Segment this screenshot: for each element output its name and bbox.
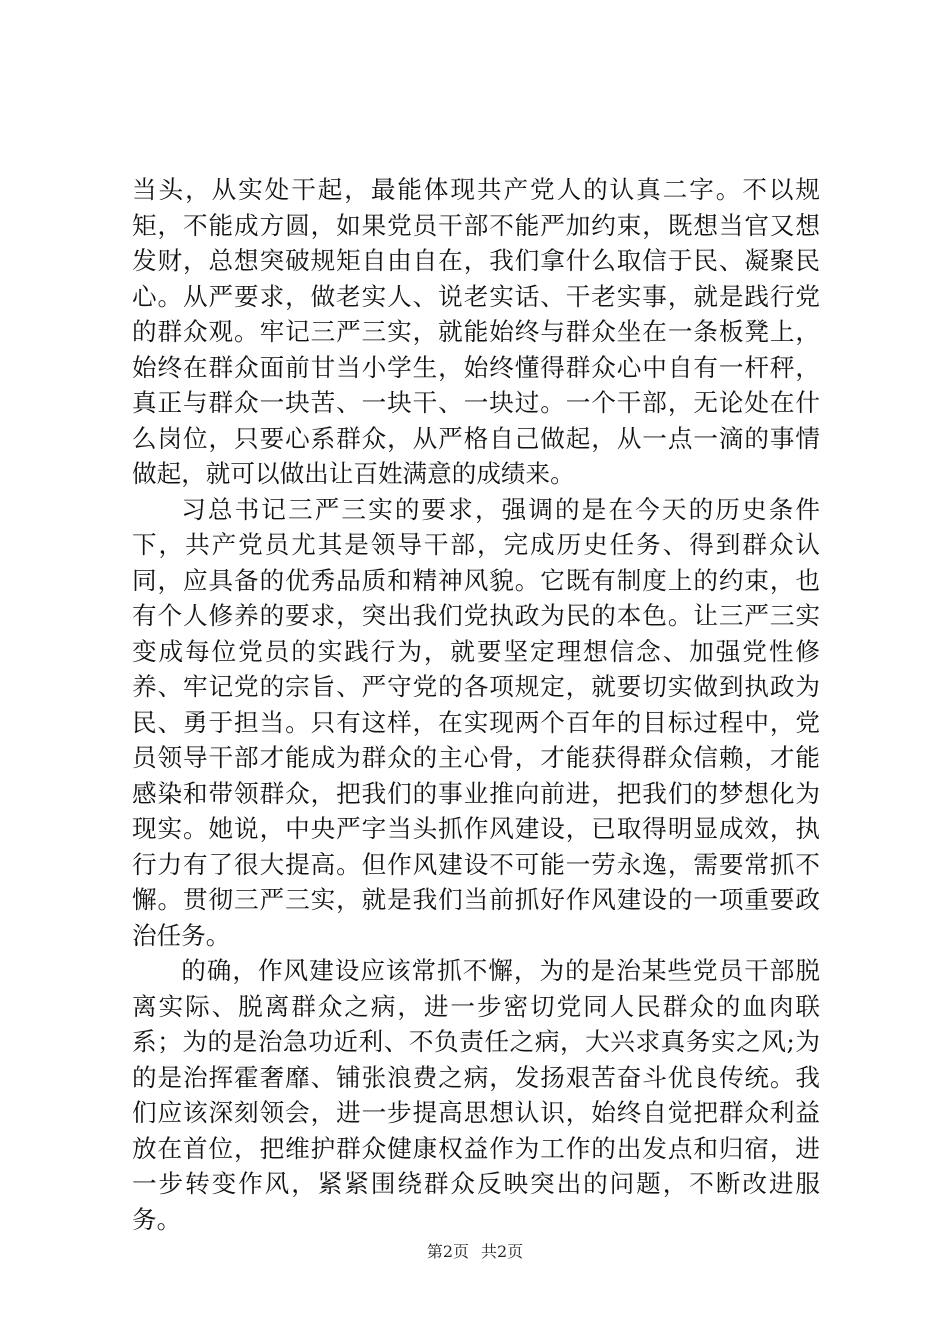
body-text — [132, 172, 820, 1237]
paragraph-continuation: 当头，从实处干起，最能体现共产党人的认真二字。不以规矩，不能成方圆，如果党员干部不能严加约束，既想当官又想发财，总想突破规矩自由自在，我们拿什么取信于民、凝聚民心。从严要求，做老实人、说老实话、干老实事，就是践行党的群众观。牢记三严三实，就能始终与群众坐在一条板凳上，始终在群众面前甘当小学生，始终懂得群众心中自有一杆秤，真正与群众一块苦、一块干、一块过。一个干部，无论处在什么岗位，只要心系群众，从严格自己做起，从一点一滴的事情做起，就可以做出让百姓满意的成绩来。 — [132, 175, 820, 488]
paragraph-three-stricts: 习总书记三严三实的要求，强调的是在今天的历史条件下，共产党员尤其是领导干部，完成历史任务、得到群众认同，应具备的优秀品质和精神风貌。它既有制度上的约束，也有个人修养的要求，突出我们党执政为民的本色。让三严三实变成每位党员的实践行为，就要坚定理想信念、加强党性修养、牢记党的宗旨、严守党的各项规定，就要切实做到执政为民、勇于担当。只有这样，在实现两个百年的目标过程中，党员领导干部才能成为群众的主心骨，才能获得群众信赖，才能感染和带领群众，把我们的事业推向前进，把我们的梦想化为现实。她说，中央严字当头抓作风建设，已取得明显成效，执行力有了很大提高。但作风建设不可能一劳永逸，需要常抓不懈。贯彻三严三实，就是我们当前抓好作风建设的一项重要政治任务。 — [132, 494, 820, 950]
page-total: 共2页 — [481, 1242, 524, 1261]
paragraph-style-building: 的确，作风建设应该常抓不懈，为的是治某些党员干部脱离实际、脱离群众之病，进一步密切党同人民群众的血肉联系；为的是治急功近利、不负责任之病，大兴求真务实之风;为的是治挥霍奢靡、铺张浪费之病，发扬艰苦奋斗优良传统。我们应该深刻领会，进一步提高思想认识，始终自觉把群众利益放在首位，把维护群众健康权益作为工作的出发点和归宿，进一步转变作风，紧紧围绕群众反映突出的问题，不断改进服务。 — [132, 956, 820, 1234]
page-number: 第2页 — [426, 1242, 469, 1261]
page-footer — [0, 1242, 950, 1262]
